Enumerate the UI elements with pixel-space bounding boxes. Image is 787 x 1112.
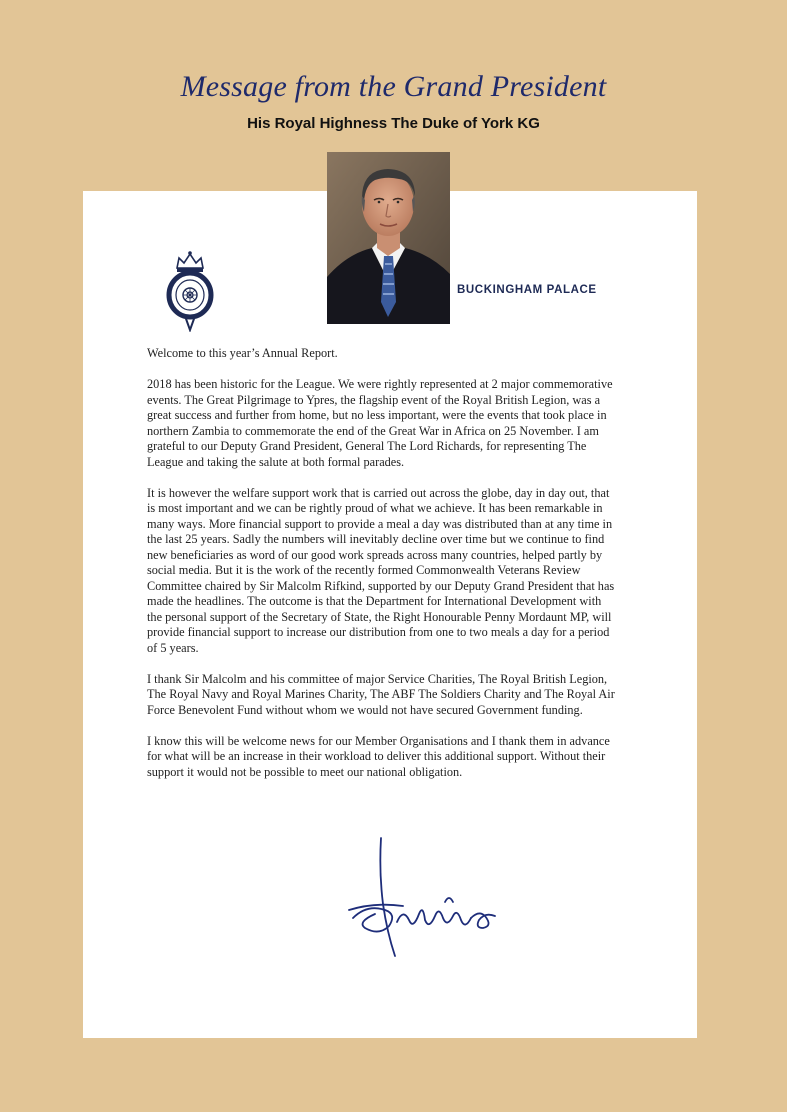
letter-greeting: Welcome to this year’s Annual Report. xyxy=(147,346,338,360)
page-subtitle: His Royal Highness The Duke of York KG xyxy=(247,115,540,132)
letterhead: BUCKINGHAM PALACE xyxy=(457,284,597,296)
letter-paragraph: It is however the welfare support work that is carried out across the globe, day in day out, that is most important and we can be rightly proud of what we achieve. It has been remarkable in many ways. More financial support to provide a meal a day was distributed than at any time in the last 25 years. Sadly the numbers will inevitably decline over time but we continue to find new beneficiaries as word of our good work spreads across many countries, helped partly by social media. But it is the work of the recently formed Commonwealth Veterans Review Committee chaired by Sir Malcolm Rifkind, supported by our Deputy Grand President that has made the headlines. The outcome is that the Department for International Development with the personal support of the Secretary of State, the Right Honourable Penny Mordaunt MP, will provide financial support to increase our distribution from one to two meals a day for a period of 5 years. xyxy=(147,485,615,655)
portrait-photo xyxy=(327,152,450,324)
letter-paragraph: 2018 has been historic for the League. We were rightly represented at 2 major commemorative events. The Great Pilgrimage to Ypres, the flagship event of the Royal British Legion, was a great success and further from home, but no less important, were the events that took place in northern Zambia to commemorate the end of the Great War in Africa on 25 November. I am grateful to our Deputy Grand President, General The Lord Richards, for representing The League and taking the salute at both formal parades. xyxy=(147,377,613,469)
letter-paragraph: I know this will be welcome news for our Member Organisations and I thank them in advance for what will be an increase in their workload to deliver this additional support. Without their support it would not be possible to meet our national obligation. xyxy=(147,733,610,779)
page-title: Message from the Grand President xyxy=(180,70,607,103)
handwritten-signature xyxy=(345,832,505,962)
letter-paragraph: I thank Sir Malcolm and his committee of major Service Charities, The Royal British Legion, The Royal Navy and Royal Marines Charity, The ABF The Soldiers Charity and The Royal Air Force Benevolent Fund without whom we would not have secured Government funding. xyxy=(147,671,615,717)
letter-body xyxy=(147,346,617,796)
royal-crest-icon xyxy=(163,250,217,332)
